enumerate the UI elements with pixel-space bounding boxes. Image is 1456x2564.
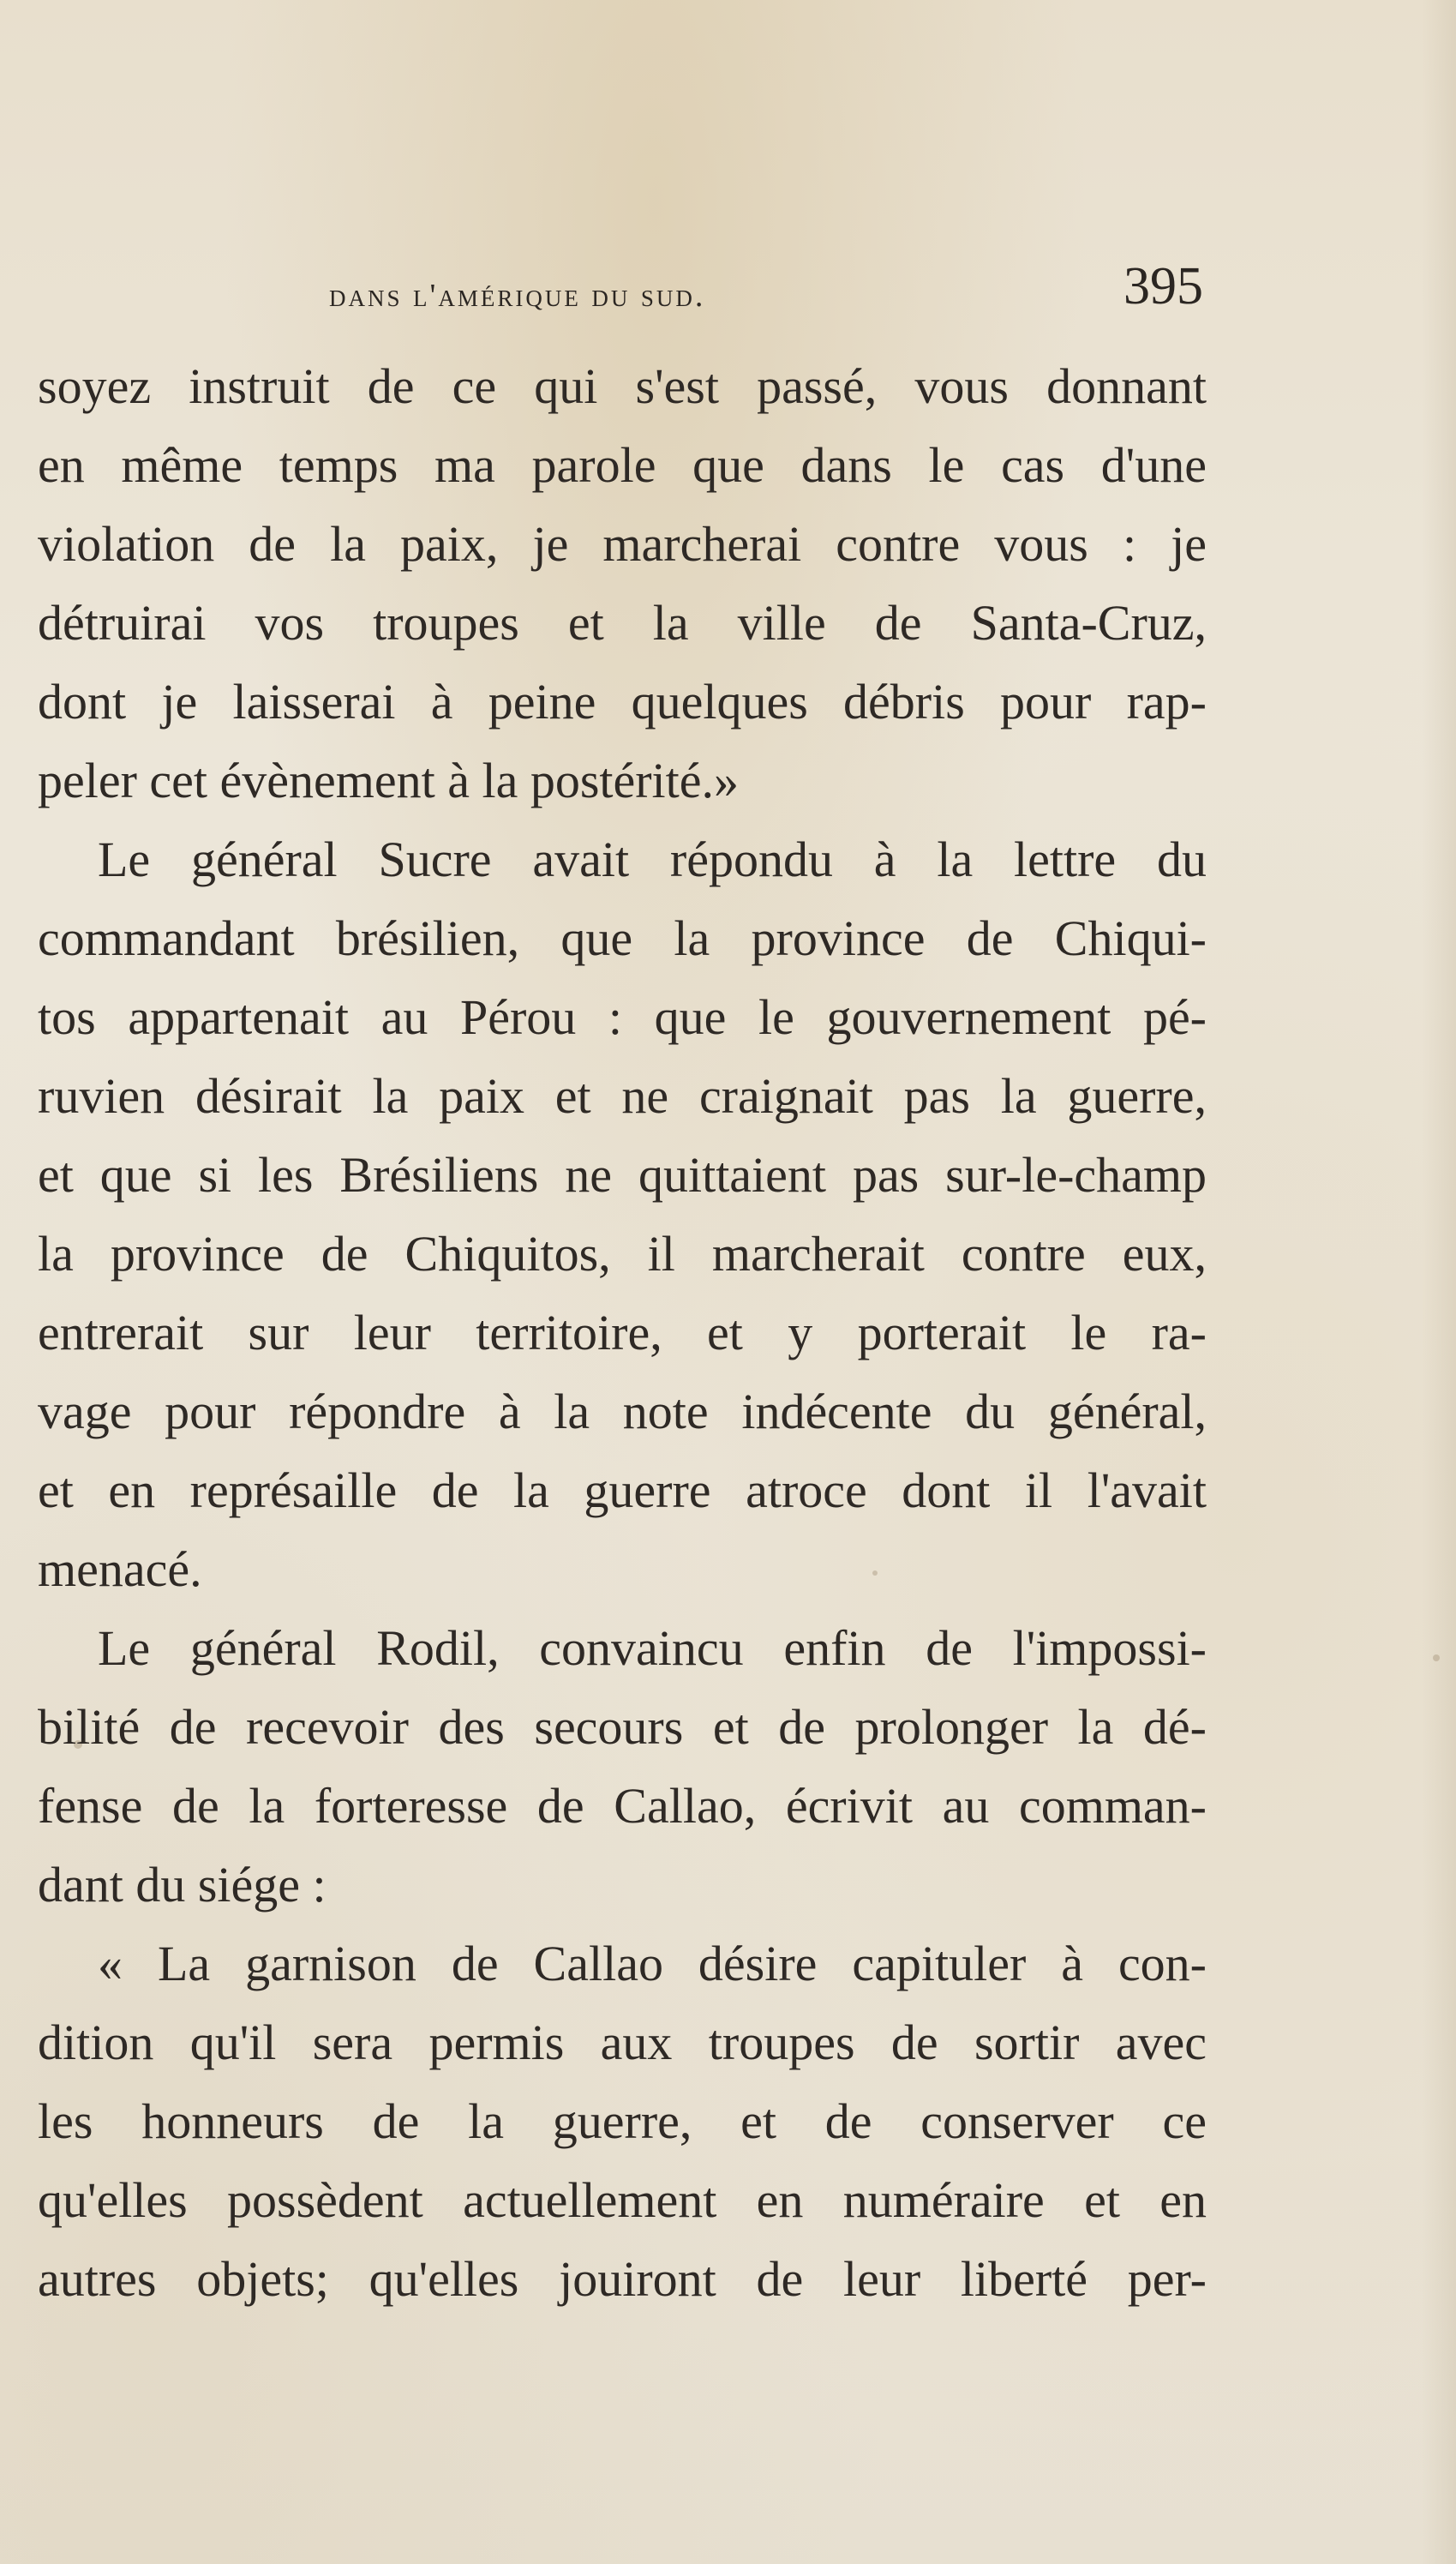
text-line: commandant brésilien, que la province de Chiqui- xyxy=(38,910,1207,966)
text-line: ruvien désirait la paix et ne craignait pas la guerre, xyxy=(38,1068,1207,1124)
ink-spot xyxy=(1433,1654,1440,1661)
text-body xyxy=(38,347,1207,2319)
text-line: violation de la paix, je marcherai contre vous : je xyxy=(38,516,1207,572)
text-line: Le général Rodil, convaincu enfin de l'impossi- xyxy=(98,1620,1207,1676)
text-line: et que si les Brésiliens ne quittaient pas sur-le-champ xyxy=(38,1147,1207,1203)
text-line: dant du siége : xyxy=(38,1857,327,1912)
text-line: menacé. xyxy=(38,1541,202,1597)
text-line: et en représaille de la guerre atroce dont il l'avait xyxy=(38,1462,1207,1518)
text-line: « La garnison de Callao désire capituler à con- xyxy=(98,1936,1207,1991)
page-header xyxy=(38,253,1203,339)
text-line: les honneurs de la guerre, et de conserver ce xyxy=(38,2093,1207,2149)
running-title: dans l'amérique du sud. xyxy=(329,278,706,314)
text-line: entrerait sur leur territoire, et y porterait le ra- xyxy=(38,1305,1207,1360)
text-line: en même temps ma parole que dans le cas d'une xyxy=(38,437,1207,493)
text-line: tos appartenait au Pérou : que le gouvernement pé- xyxy=(38,989,1207,1045)
text-line: autres objets; qu'elles jouiront de leur liberté per- xyxy=(38,2251,1207,2307)
text-line: dont je laisserai à peine quelques débris pour rap- xyxy=(38,674,1207,730)
text-line: fense de la forteresse de Callao, écrivit au comman- xyxy=(38,1778,1207,1834)
text-line: dition qu'il sera permis aux troupes de sortir avec xyxy=(38,2015,1207,2070)
page-number: 395 xyxy=(1123,257,1203,315)
text-line: la province de Chiquitos, il marcherait contre eux, xyxy=(38,1226,1207,1282)
text-line: soyez instruit de ce qui s'est passé, vous donnant xyxy=(38,358,1207,414)
text-line: bilité de recevoir des secours et de prolonger la dé- xyxy=(38,1699,1207,1755)
text-line: vage pour répondre à la note indécente du général, xyxy=(38,1384,1207,1439)
text-line: Le général Sucre avait répondu à la lettre du xyxy=(98,832,1207,887)
text-line: peler cet évènement à la postérité.» xyxy=(38,753,740,808)
text-line: détruirai vos troupes et la ville de Santa-Cruz, xyxy=(38,595,1207,651)
page-edge-shadow xyxy=(1422,0,1456,2564)
text-line: qu'elles possèdent actuellement en numéraire et en xyxy=(38,2172,1207,2228)
